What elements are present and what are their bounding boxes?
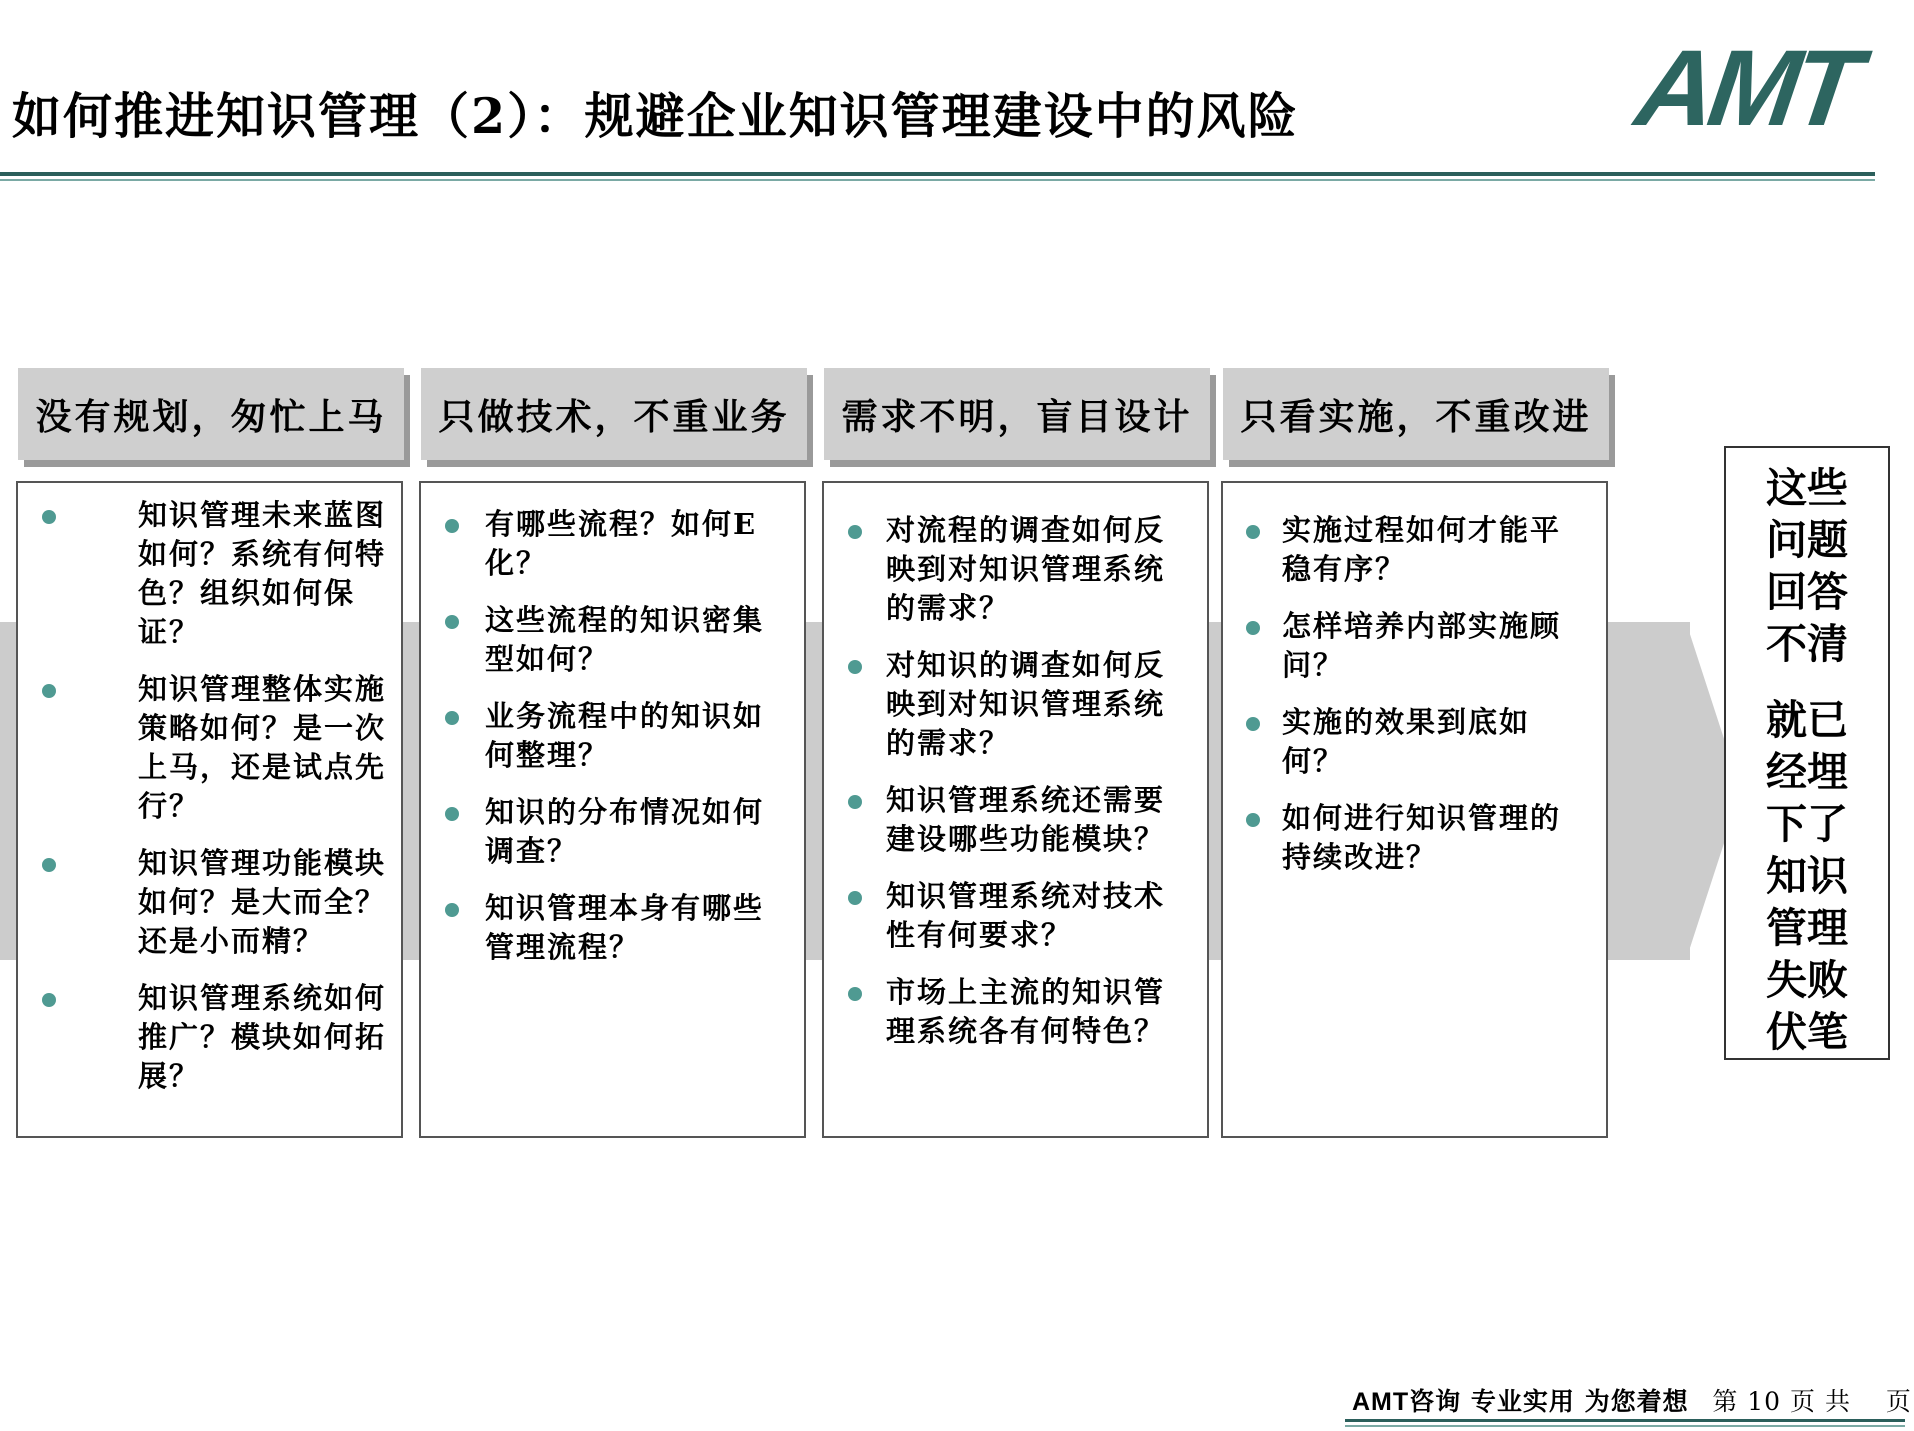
column-box-3 xyxy=(822,481,1209,1138)
list-item: 对知识的调查如何反映到对知识管理系统的需求？ xyxy=(886,646,1193,763)
header-divider-thin xyxy=(0,179,1875,181)
footer-slogan: 专业实用 为您着想 xyxy=(1470,1387,1689,1416)
bullet-icon xyxy=(445,711,459,725)
bullet-icon xyxy=(42,684,56,698)
list-item: 知识管理系统如何推广？模块如何拓展？ xyxy=(138,979,391,1096)
page-number: 第 10 页 共 页 xyxy=(1712,1387,1912,1416)
amt-logo: AMT xyxy=(1629,27,1863,148)
list-item: 知识管理整体实施策略如何？是一次上马，还是试点先行？ xyxy=(138,670,391,826)
bullet-icon xyxy=(848,891,862,905)
list-item: 知识管理本身有哪些管理流程？ xyxy=(485,889,790,967)
bullet-icon xyxy=(848,660,862,674)
conclusion-text-2: 就已经埋下了知识管理失败伏笔 xyxy=(1766,696,1848,1056)
bullet-icon xyxy=(445,519,459,533)
list-item: 有哪些流程？如何E化？ xyxy=(485,505,790,583)
list-item: 对流程的调查如何反映到对知识管理系统的需求？ xyxy=(886,511,1193,628)
bullet-icon xyxy=(42,993,56,1007)
column-box-4 xyxy=(1221,481,1608,1138)
list-item: 实施的效果到底如何？ xyxy=(1282,703,1582,781)
page-title: 如何推进知识管理（2）：规避企业知识管理建设中的风险 xyxy=(12,87,1299,145)
conclusion-text-1: 这些问题回答不清 xyxy=(1766,464,1848,668)
column-header-4: 只看实施，不重改进 xyxy=(1223,368,1609,460)
bullet-icon xyxy=(848,795,862,809)
list-item: 市场上主流的知识管理系统各有何特色？ xyxy=(886,973,1193,1051)
bullet-icon xyxy=(445,903,459,917)
column-header-3: 需求不明，盲目设计 xyxy=(824,368,1210,460)
bullet-icon xyxy=(42,858,56,872)
bullet-icon xyxy=(42,510,56,524)
bullet-icon xyxy=(1246,813,1260,827)
bullet-icon xyxy=(848,525,862,539)
column-box-1 xyxy=(16,481,403,1138)
bullet-icon xyxy=(848,987,862,1001)
footer xyxy=(1352,1382,1912,1418)
bullet-icon xyxy=(445,807,459,821)
conclusion-box xyxy=(1724,446,1890,1060)
bullet-icon xyxy=(1246,717,1260,731)
bullet-icon xyxy=(445,615,459,629)
list-item: 知识管理系统对技术性有何要求？ xyxy=(886,877,1193,955)
footer-brand: AMT咨询 xyxy=(1352,1388,1462,1416)
list-item: 怎样培养内部实施顾问？ xyxy=(1282,607,1582,685)
list-item: 知识管理系统还需要建设哪些功能模块？ xyxy=(886,781,1193,859)
column-box-2 xyxy=(419,481,806,1138)
list-item: 如何进行知识管理的持续改进？ xyxy=(1282,799,1582,877)
list-item: 知识管理功能模块如何？是大而全？还是小而精？ xyxy=(138,844,391,961)
column-header-1: 没有规划，匆忙上马 xyxy=(18,368,404,460)
list-item: 业务流程中的知识如何整理？ xyxy=(485,697,790,775)
header-divider xyxy=(0,172,1875,176)
footer-divider xyxy=(1345,1419,1905,1422)
list-item: 知识管理未来蓝图如何？系统有何特色？组织如何保证？ xyxy=(138,496,391,652)
bullet-icon xyxy=(1246,525,1260,539)
list-item: 这些流程的知识密集型如何？ xyxy=(485,601,790,679)
column-header-2: 只做技术，不重业务 xyxy=(421,368,807,460)
list-item: 知识的分布情况如何调查？ xyxy=(485,793,790,871)
footer-divider-thin xyxy=(1345,1425,1905,1427)
list-item: 实施过程如何才能平稳有序？ xyxy=(1282,511,1582,589)
bullet-icon xyxy=(1246,621,1260,635)
